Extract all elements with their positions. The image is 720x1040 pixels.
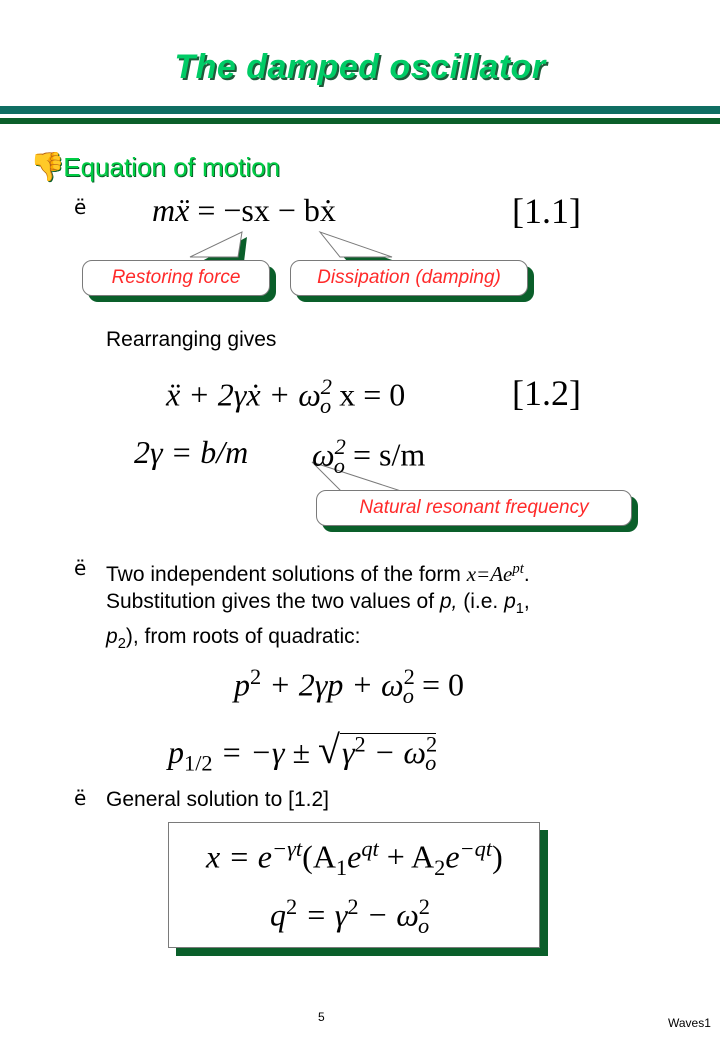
eq3-c: = 0 bbox=[414, 666, 465, 703]
eq2-main: ẍ + 2γẋ + ω bbox=[166, 376, 321, 413]
general-solution-eq2 bbox=[270, 894, 429, 939]
eq3-b-sup: 2 bbox=[403, 664, 415, 689]
eq4-rad-sup: 2 bbox=[354, 731, 366, 757]
para-p: p, bbox=[439, 590, 458, 613]
eq3-a-sup: 2 bbox=[250, 664, 262, 689]
box-l2c-sup: 2 bbox=[418, 894, 430, 919]
eq4-rad-sub2: o bbox=[425, 750, 437, 776]
eq4-lhs: p bbox=[168, 734, 184, 770]
general-solution-eq1 bbox=[206, 836, 503, 881]
box-l2b-sup: 2 bbox=[347, 894, 359, 919]
para-line3: ), from roots of quadratic: bbox=[125, 625, 361, 649]
eq3-a: p bbox=[234, 666, 250, 703]
eq2-tail: x = 0 bbox=[339, 376, 406, 413]
solution-form-exp: pt bbox=[512, 561, 524, 577]
equation-tag-1-2: [1.2] bbox=[512, 373, 581, 413]
omega-sub: o bbox=[333, 453, 345, 479]
eq4-rad-sup2: 2 bbox=[425, 731, 438, 757]
box-l1c-sup: qt bbox=[361, 836, 379, 861]
box-l1c: e bbox=[347, 838, 362, 875]
para-p1: p bbox=[504, 590, 516, 613]
para-p1-sub: 1 bbox=[515, 601, 524, 618]
gamma-definition: 2γ = b/m bbox=[134, 434, 249, 470]
para-part2: . bbox=[523, 563, 530, 586]
box-l1b-sub: 1 bbox=[335, 855, 348, 881]
roots-equation bbox=[168, 726, 436, 776]
bullet-2: ë bbox=[74, 556, 87, 580]
thumbs-down-icon: 👎 bbox=[30, 151, 65, 182]
eq1-rhs: = −sx − bẋ bbox=[197, 192, 336, 228]
para-line2b: (i.e. bbox=[457, 590, 505, 613]
callout-restoring-force: Restoring force bbox=[82, 260, 270, 296]
callout-dissipation: Dissipation (damping) bbox=[290, 260, 528, 296]
box-l1e: e bbox=[445, 838, 460, 875]
box-l1-sup: −γt bbox=[272, 836, 303, 861]
omega-lhs: ω bbox=[312, 436, 335, 473]
para-p2: p bbox=[106, 625, 118, 649]
page-number: 5 bbox=[318, 1010, 325, 1024]
box-l1d: + A bbox=[378, 838, 435, 875]
para-line2a: Substitution gives the two values of bbox=[106, 590, 440, 613]
solutions-paragraph bbox=[106, 556, 686, 658]
radicand bbox=[340, 731, 438, 776]
box-l2: q bbox=[270, 896, 286, 933]
eq4-rad: γ bbox=[341, 734, 355, 770]
box-l2b: = γ bbox=[297, 896, 348, 933]
omega-sup: 2 bbox=[334, 434, 346, 459]
eq1-lhs: mẍ bbox=[152, 192, 190, 228]
box-l1b: (A bbox=[302, 838, 336, 875]
equation-1-2 bbox=[166, 374, 405, 419]
eq3-b: + 2γp + ω bbox=[261, 666, 404, 703]
dissipation-pointer bbox=[320, 232, 392, 257]
box-l1e-sup: −qt bbox=[459, 836, 493, 861]
section-heading-text: Equation of motion bbox=[63, 152, 281, 182]
eq4-lhs-sub: 1/2 bbox=[184, 750, 213, 776]
sqrt-symbol: √ bbox=[317, 727, 340, 772]
bullet-1: ë bbox=[74, 195, 87, 219]
box-l1: x = e bbox=[206, 838, 272, 875]
eq3-b-sub: o bbox=[402, 683, 414, 709]
eq4-rad-mid: − ω bbox=[365, 734, 426, 770]
omega-definition bbox=[312, 434, 425, 479]
eq2-sup: 2 bbox=[320, 374, 332, 399]
slide-title: The damped oscillator bbox=[174, 48, 546, 86]
solution-form: x=Ae bbox=[466, 562, 513, 586]
para-p2-sub: 2 bbox=[117, 636, 126, 653]
equation-tag-1-1: [1.1] bbox=[512, 191, 581, 231]
box-l2c-sub: o bbox=[418, 913, 430, 939]
restoring-pointer bbox=[190, 232, 242, 257]
box-l2c: − ω bbox=[358, 896, 419, 933]
box-l1f: ) bbox=[492, 838, 503, 875]
eq2-sub: o bbox=[320, 393, 332, 419]
para-part1: Two independent solutions of the form bbox=[106, 563, 467, 586]
box-l1d-sub: 2 bbox=[434, 855, 446, 881]
footer-label: Waves1 bbox=[668, 1016, 711, 1030]
omega-rhs: = s/m bbox=[353, 436, 426, 473]
para-comma: , bbox=[523, 590, 530, 613]
eq4-mid: = −γ ± bbox=[212, 734, 318, 770]
callout-natural-frequency: Natural resonant frequency bbox=[316, 490, 632, 526]
box-l2-sup: 2 bbox=[286, 894, 298, 919]
quadratic-equation bbox=[234, 664, 464, 709]
rearranging-text: Rearranging gives bbox=[106, 328, 277, 351]
general-solution-text: General solution to [1.2] bbox=[106, 788, 329, 811]
bullet-3: ë bbox=[74, 786, 87, 810]
